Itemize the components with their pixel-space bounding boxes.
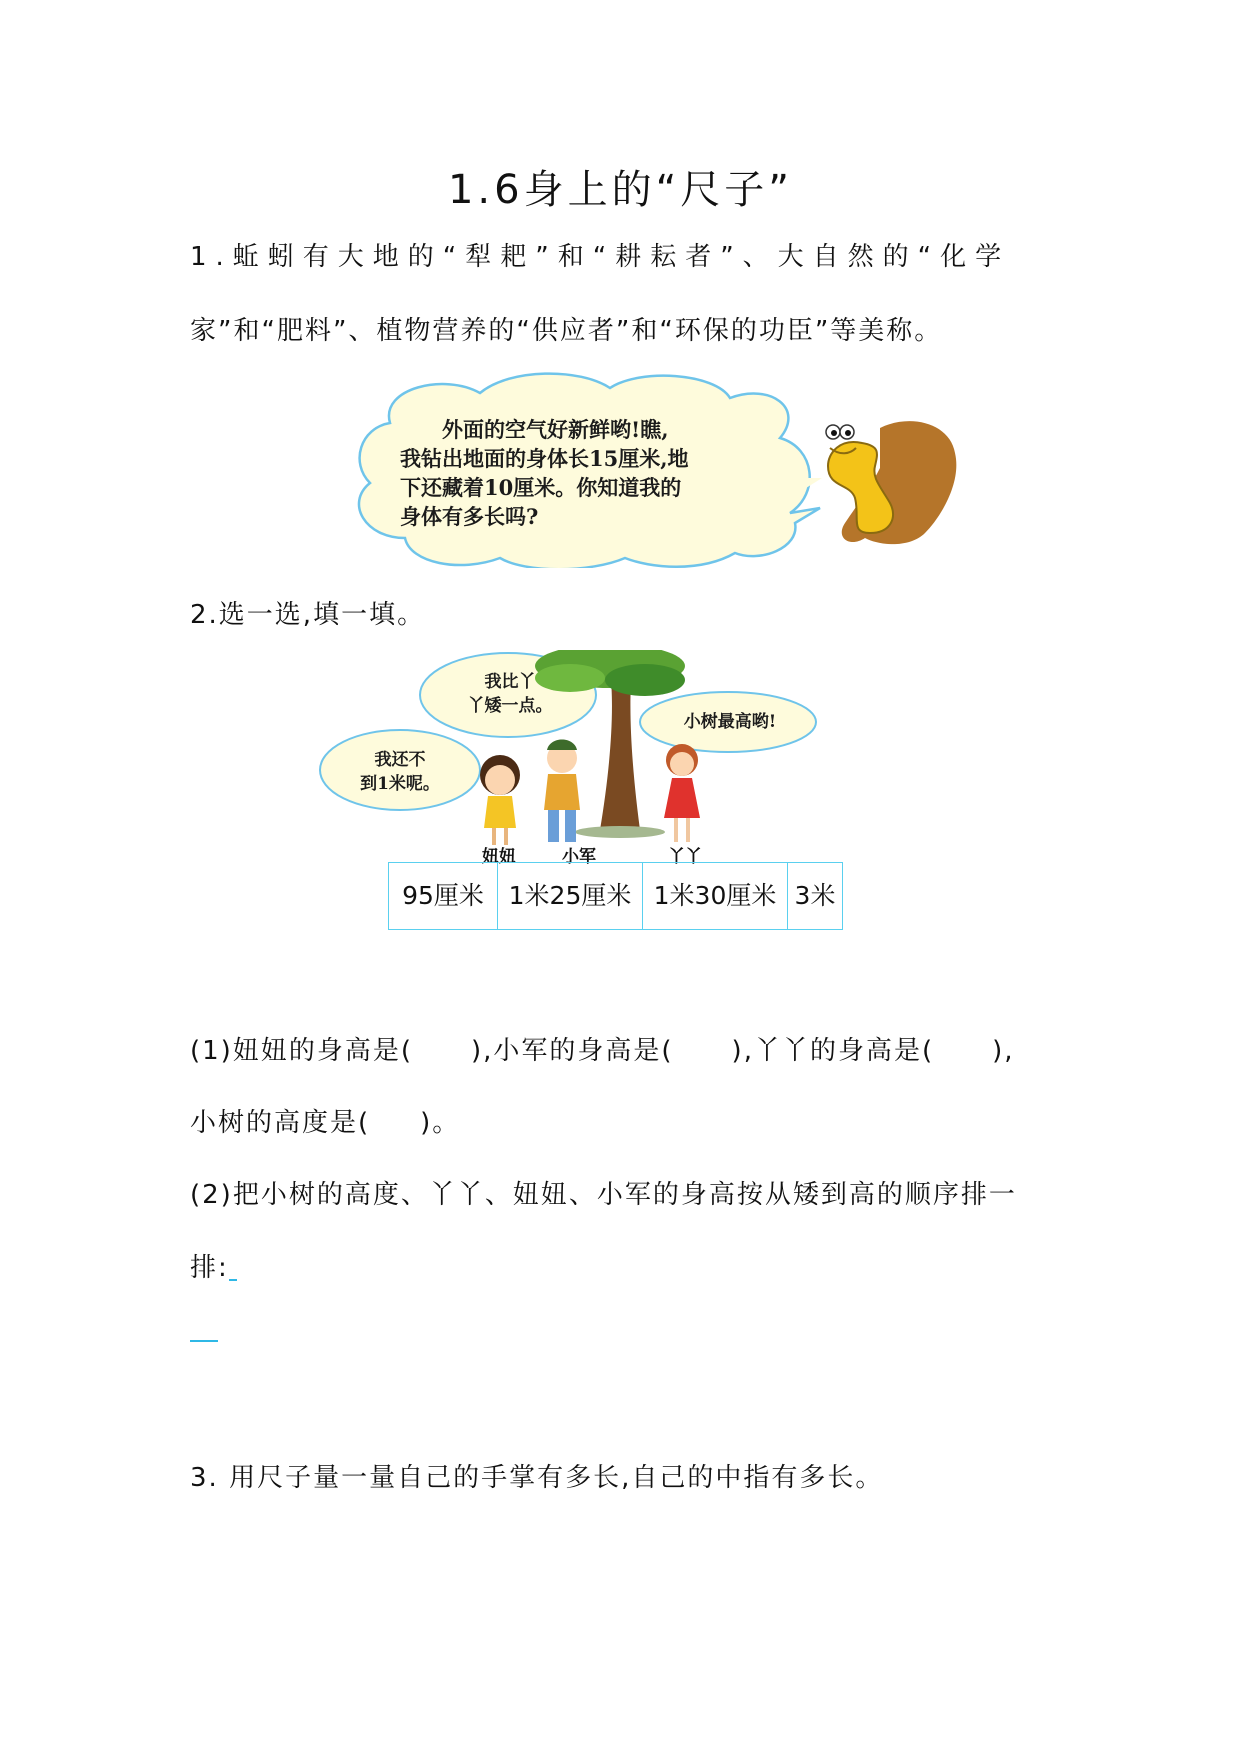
worm-speech-line: 我钻出地面的身体长15厘米,地 xyxy=(400,446,689,471)
height-options-table xyxy=(388,862,843,930)
worm-speech-line: 外面的空气好新鲜哟!瞧, xyxy=(442,417,669,442)
answer-underline[interactable] xyxy=(190,1340,218,1342)
sub1-text: ), xyxy=(992,1036,1015,1066)
yaya-speech xyxy=(660,710,800,734)
yaya-figure xyxy=(664,744,700,842)
question-1-line-2: 家”和“肥料”、植物营养的“供应者”和“环保的功臣”等美称。 xyxy=(190,316,943,346)
niuniu-speech-line: 到1米呢。 xyxy=(360,774,440,794)
option-cell: 3米 xyxy=(788,863,843,930)
sub-question-1-line-2 xyxy=(190,1110,1070,1136)
name-niuniu: 妞妞 xyxy=(482,847,516,867)
niuniu-speech xyxy=(335,748,465,796)
worm-speech-line: 下还藏着10厘米。你知道我的 xyxy=(400,475,682,500)
sub1-text: 小树的高度是( xyxy=(190,1108,371,1138)
yaya-speech-line: 小树最高哟! xyxy=(683,712,777,732)
worm-speech-text xyxy=(400,415,760,531)
niuniu-speech-line: 我还不 xyxy=(374,750,426,770)
question-3: 3. 用尺子量一量自己的手掌有多长,自己的中指有多长。 xyxy=(190,1463,884,1493)
sub-question-1-line-1 xyxy=(190,1038,1070,1064)
sub1-text: ),小军的身高是( xyxy=(470,1036,674,1066)
sub1-text: )。 xyxy=(420,1108,461,1138)
xiaojun-speech-line: 我比丫 xyxy=(484,672,536,692)
name-yaya: 丫丫 xyxy=(668,847,702,867)
option-cell: 1米25厘米 xyxy=(498,863,643,930)
sub-question-2-line-1: (2)把小树的高度、丫丫、妞妞、小军的身高按从矮到高的顺序排一 xyxy=(190,1180,1017,1210)
xiaojun-speech-line: 丫矮一点。 xyxy=(467,696,553,716)
niuniu-figure xyxy=(480,755,520,845)
xiaojun-speech xyxy=(440,670,580,718)
sub2-text: 排: xyxy=(190,1253,229,1283)
sub1-text: (1)妞妞的身高是( xyxy=(190,1036,413,1066)
sub1-text: ),丫丫的身高是( xyxy=(731,1036,935,1066)
name-xiaojun: 小军 xyxy=(562,847,596,867)
worm-eyes xyxy=(826,425,854,439)
question-2-heading: 2.选一选,填一填。 xyxy=(190,600,426,630)
worm-speech-line: 身体有多长吗? xyxy=(400,504,539,529)
option-cell: 1米30厘米 xyxy=(643,863,788,930)
page-title: 1.6身上的“尺子” xyxy=(447,167,794,213)
sub-question-2-line-2 xyxy=(190,1255,1070,1281)
answer-line[interactable] xyxy=(229,1257,237,1281)
question-1-line-1: 1.蚯蚓有大地的“犁耙”和“耕耘者”、大自然的“化学 xyxy=(190,242,1011,272)
xiaojun-figure xyxy=(544,740,580,843)
option-cell: 95厘米 xyxy=(389,863,498,930)
